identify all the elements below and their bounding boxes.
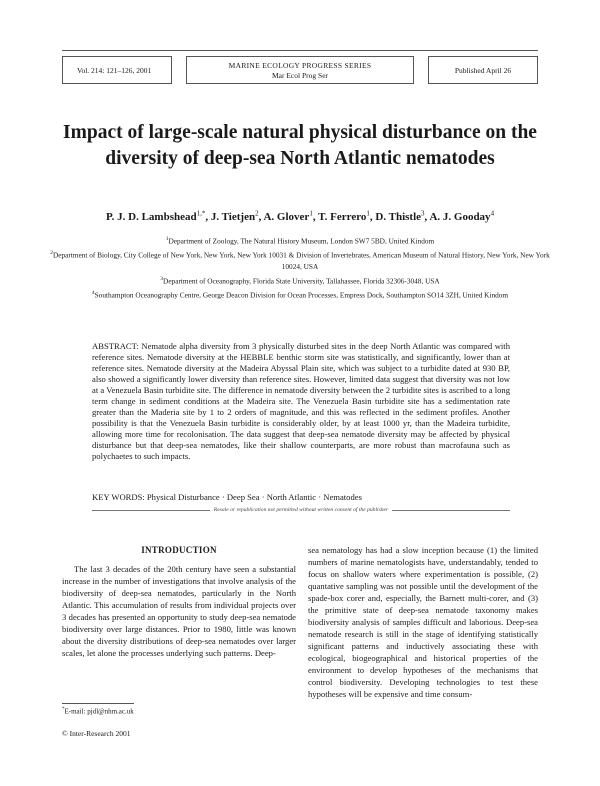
journal-box <box>186 56 414 84</box>
keywords: KEY WORDS: Physical Disturbance · Deep Sea · North Atlantic · Nematodes <box>92 492 362 502</box>
author: D. Thistle$^3$, <box>375 209 430 223</box>
paragraph: sea nematology has had a slow inception because (1) the limited numbers of marine nematologists have, understandably, tended to focus on shallow waters where experimentation is possible, (2) quantative sampling was not possible until the development of the spade-box corer and, especially, the Barnett multi-corer, and (3) the primitive state of deep-sea nematode taxonomy makes biodiversity analysis of samples difficult and laborious. Deep-sea nematode research is still in the stage of identifying statistically significant patterns and inductively associating these with ecological, biogeographical and historical properties of the environment to develop hypotheses of the mechanisms that control biodiversity. Developing technologies to test these hypotheses will be expensive and time consum- <box>308 545 538 699</box>
paragraph: The last 3 decades of the 20th century have seen a substantial increase in the number of investigations that involve analysis of the biodiversity of deep-sea nematodes, particularly in the North Atlantic. This accumulation of results from individual projects over 3 decades has presented an opportunity to study deep-sea nematode biodiversity over large distances. Prior to 1980, little was known about the diversity distributions of deep-sea nematodes over larger scales, let alone the processes underlying such patterns. Deep- <box>62 564 296 658</box>
abstract: ABSTRACT: Nematode alpha diversity from 3 physically disturbed sites in the deep North Atlantic was compared with reference sites. Nematode diversity at the HEBBLE benthic storm site was statistically, and significantly, lower than at reference sites. Nematode diversity at the Madeira Abyssal Plain site, which was subject to a turbidite dated at 930 BP, also showed a significantly lower diversity than reference sites. However, limited data suggest that diversity was not low at a Venezuela Basin turbidite site. The difference in nematode diversity between the 2 turbidite sites is ascribed to a long term change in sediment conditions at the Madeira site. The Venezuela Basin turbidite site has a sedimentation rate greater than the Maderia site by 1 to 2 orders of magnitude, and this was reflected in the sediment profiles. Another possibility is that the Venezuela Basin turbidite is considerably older, by at least 1000 yr, than the Madeira turbidite, allowing more time for recolonisation. The data suggest that deep-sea nematode diversity may be affected by physical disturbance but that deep-sea nematodes, like their shallow counterparts, are more robust than macrofauna such as polychaetes to such impacts. <box>92 341 510 462</box>
author: T. Ferrero$^1$, <box>318 209 376 223</box>
body-column-right <box>308 544 538 700</box>
volume-label: Vol. 214: 121–126, 2001 <box>77 65 152 75</box>
author: A. Glover$^1$, <box>263 209 319 223</box>
affiliation: $^4$Southampton Oceanography Centre, George Deacon Division for Ocean Processes, Empress Dock, Southampton SO14 3ZH, United Kindom <box>91 290 509 300</box>
paper-title: Impact of large-scale natural physical disturbance on the diversity of deep-sea North Atlantic nematodes <box>63 122 537 169</box>
resale-notice <box>92 507 510 513</box>
affiliation: $^1$Department of Zoology, The Natural History Museum, London SW7 5BD, United Kindom <box>165 236 435 246</box>
body-column-left <box>62 563 296 659</box>
affiliation: $^2$Department of Biology, City College of New York, New York, New York 10031 & Division of Invertebrates, American Museum of Natural History, New York, New York 10024, USA <box>50 250 550 271</box>
author: A. J. Gooday$^4$ <box>429 209 495 223</box>
affiliation: $^3$Department of Oceanography, Florida State University, Tallahassee, Florida 32306-3048, USA <box>160 275 440 286</box>
journal-header <box>62 50 538 87</box>
copyright: © Inter-Research 2001 <box>62 729 131 738</box>
author-list <box>40 209 560 223</box>
footnote-rule <box>62 703 134 704</box>
section-heading: INTRODUCTION <box>141 545 217 555</box>
footnote: *E-mail: pjdl@nhm.ac.uk <box>62 707 134 716</box>
published-date: Published April 26 <box>454 65 512 75</box>
resale-text: Resale or republication not permitted without written consent of the publisher <box>213 507 389 513</box>
email-text: E-mail: pjdl@nhm.ac.uk <box>64 707 134 716</box>
divider-rule <box>92 510 210 511</box>
affiliations <box>40 234 560 303</box>
volume-box <box>62 56 172 84</box>
author: J. Tietjen$^2$, <box>210 209 264 223</box>
journal-abbrev: Mar Ecol Prog Ser <box>271 71 329 80</box>
divider-rule <box>392 510 510 511</box>
journal-name: MARINE ECOLOGY PROGRESS SERIES <box>228 61 372 70</box>
author: P. J. D. Lambshead$^{1,*}$, <box>105 209 211 223</box>
published-box <box>428 56 538 84</box>
